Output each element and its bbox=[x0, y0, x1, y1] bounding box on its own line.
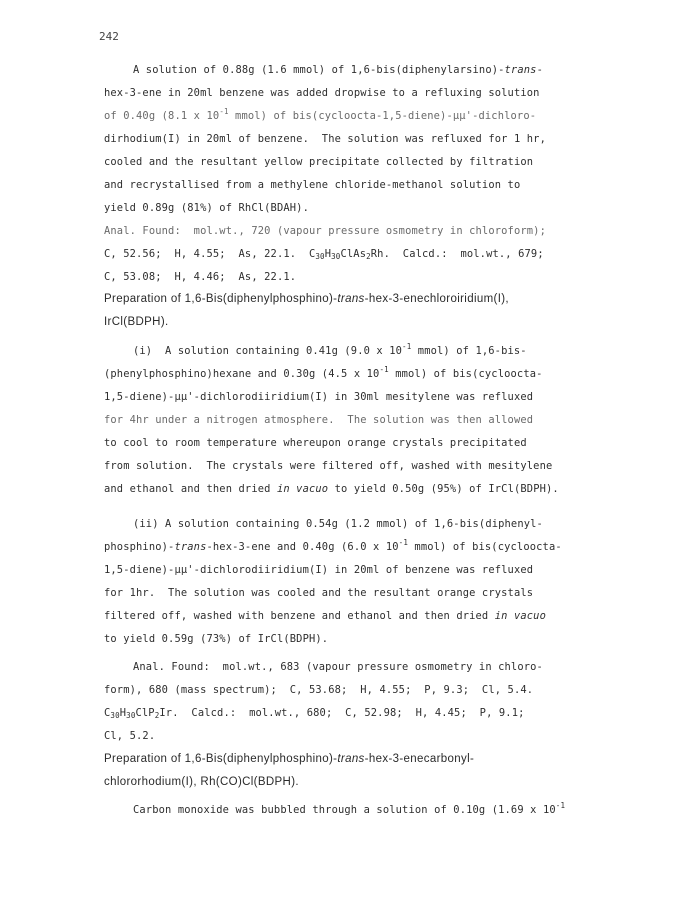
text-line: dirhodium(I) in 20ml of benzene. The solution was refluxed for 1 hr, bbox=[104, 133, 546, 145]
text-line: hex-3-ene in 20ml benzene was added dropwise to a refluxing solution bbox=[104, 87, 540, 99]
text-line: Carbon monoxide was bubbled through a solution of 0.10g (1.69 x $10^{-1}$ bbox=[133, 801, 566, 816]
analysis-line: Cl, 5.2. bbox=[104, 730, 156, 742]
analysis-line: C, 52.56; H, 4.55; As, 22.1. $C_{30}H_{30}ClAs_2Rh$. Calcd.: mol.wt., 679; bbox=[104, 248, 544, 261]
text-line: (ii) A solution containing 0.54g (1.2 mmol) of 1,6-bis(diphenyl- bbox=[133, 518, 543, 530]
analysis-line: C, 53.08; H, 4.46; As, 22.1. bbox=[104, 271, 297, 283]
text-line: (phenylphosphino)hexane and 0.30g (4.5 x $10^{-1}$ mmol) of bis(cycloocta- bbox=[104, 365, 543, 380]
page-number: 242 bbox=[99, 30, 119, 43]
text-line: phosphino)-trans-hex-3-ene and 0.40g (6.0 x $10^{-1}$ mmol) of bis(cycloocta- bbox=[104, 538, 562, 553]
text-line: filtered off, washed with benzene and ethanol and then dried in vacuo bbox=[104, 610, 546, 622]
text-line: 1,5-diene)-μμ'-dichlorodiiridium(I) in 30ml mesitylene was refluxed bbox=[104, 391, 534, 403]
section-heading: chlororhodium(I), Rh(CO)Cl(BDPH). bbox=[104, 776, 299, 788]
text-line: for 4hr under a nitrogen atmosphere. The solution was then allowed bbox=[104, 414, 534, 426]
text-line: and recrystallised from a methylene chloride-methanol solution to bbox=[104, 179, 521, 191]
text-line: to cool to room temperature whereupon orange crystals precipitated bbox=[104, 437, 527, 449]
text-line: from solution. The crystals were filtered off, washed with mesitylene bbox=[104, 460, 553, 472]
analysis-line: Anal. Found: mol.wt., 720 (vapour pressure osmometry in chloroform); bbox=[104, 225, 546, 237]
text-line: for 1hr. The solution was cooled and the resultant orange crystals bbox=[104, 587, 534, 599]
text-line: yield 0.89g (81%) of RhCl(BDAH). bbox=[104, 202, 309, 214]
section-heading: IrCl(BDPH). bbox=[104, 316, 169, 328]
text-line: 1,5-diene)-μμ'-dichlorodiiridium(I) in 20ml of benzene was refluxed bbox=[104, 564, 534, 576]
section-heading: Preparation of 1,6-Bis(diphenylphosphino)-trans-hex-3-enecarbonyl- bbox=[104, 753, 475, 765]
text-line: cooled and the resultant yellow precipitate collected by filtration bbox=[104, 156, 534, 168]
text-line: to yield 0.59g (73%) of IrCl(BDPH). bbox=[104, 633, 329, 645]
section-heading: Preparation of 1,6-Bis(diphenylphosphino)-trans-hex-3-enechloroiridium(I), bbox=[104, 293, 509, 305]
analysis-line: $C_{30}H_{30}ClP_2Ir$. Calcd.: mol.wt., 680; C, 52.98; H, 4.45; P, 9.1; bbox=[104, 707, 525, 720]
text-line: and ethanol and then dried in vacuo to yield 0.50g (95%) of IrCl(BDPH). bbox=[104, 483, 559, 495]
analysis-line: form), 680 (mass spectrum); C, 53.68; H, 4.55; P, 9.3; Cl, 5.4. bbox=[104, 684, 534, 696]
text-line: (i) A solution containing 0.41g (9.0 x $10^{-1}$ mmol) of 1,6-bis- bbox=[133, 342, 527, 357]
text-line: of 0.40g (8.1 x $10^{-1}$ mmol) of bis(cycloocta-1,5-diene)-μμ'-dichloro- bbox=[104, 107, 537, 122]
analysis-line: Anal. Found: mol.wt., 683 (vapour pressure osmometry in chloro- bbox=[133, 661, 543, 673]
text-line: A solution of 0.88g (1.6 mmol) of 1,6-bis(diphenylarsino)-trans- bbox=[133, 64, 543, 76]
